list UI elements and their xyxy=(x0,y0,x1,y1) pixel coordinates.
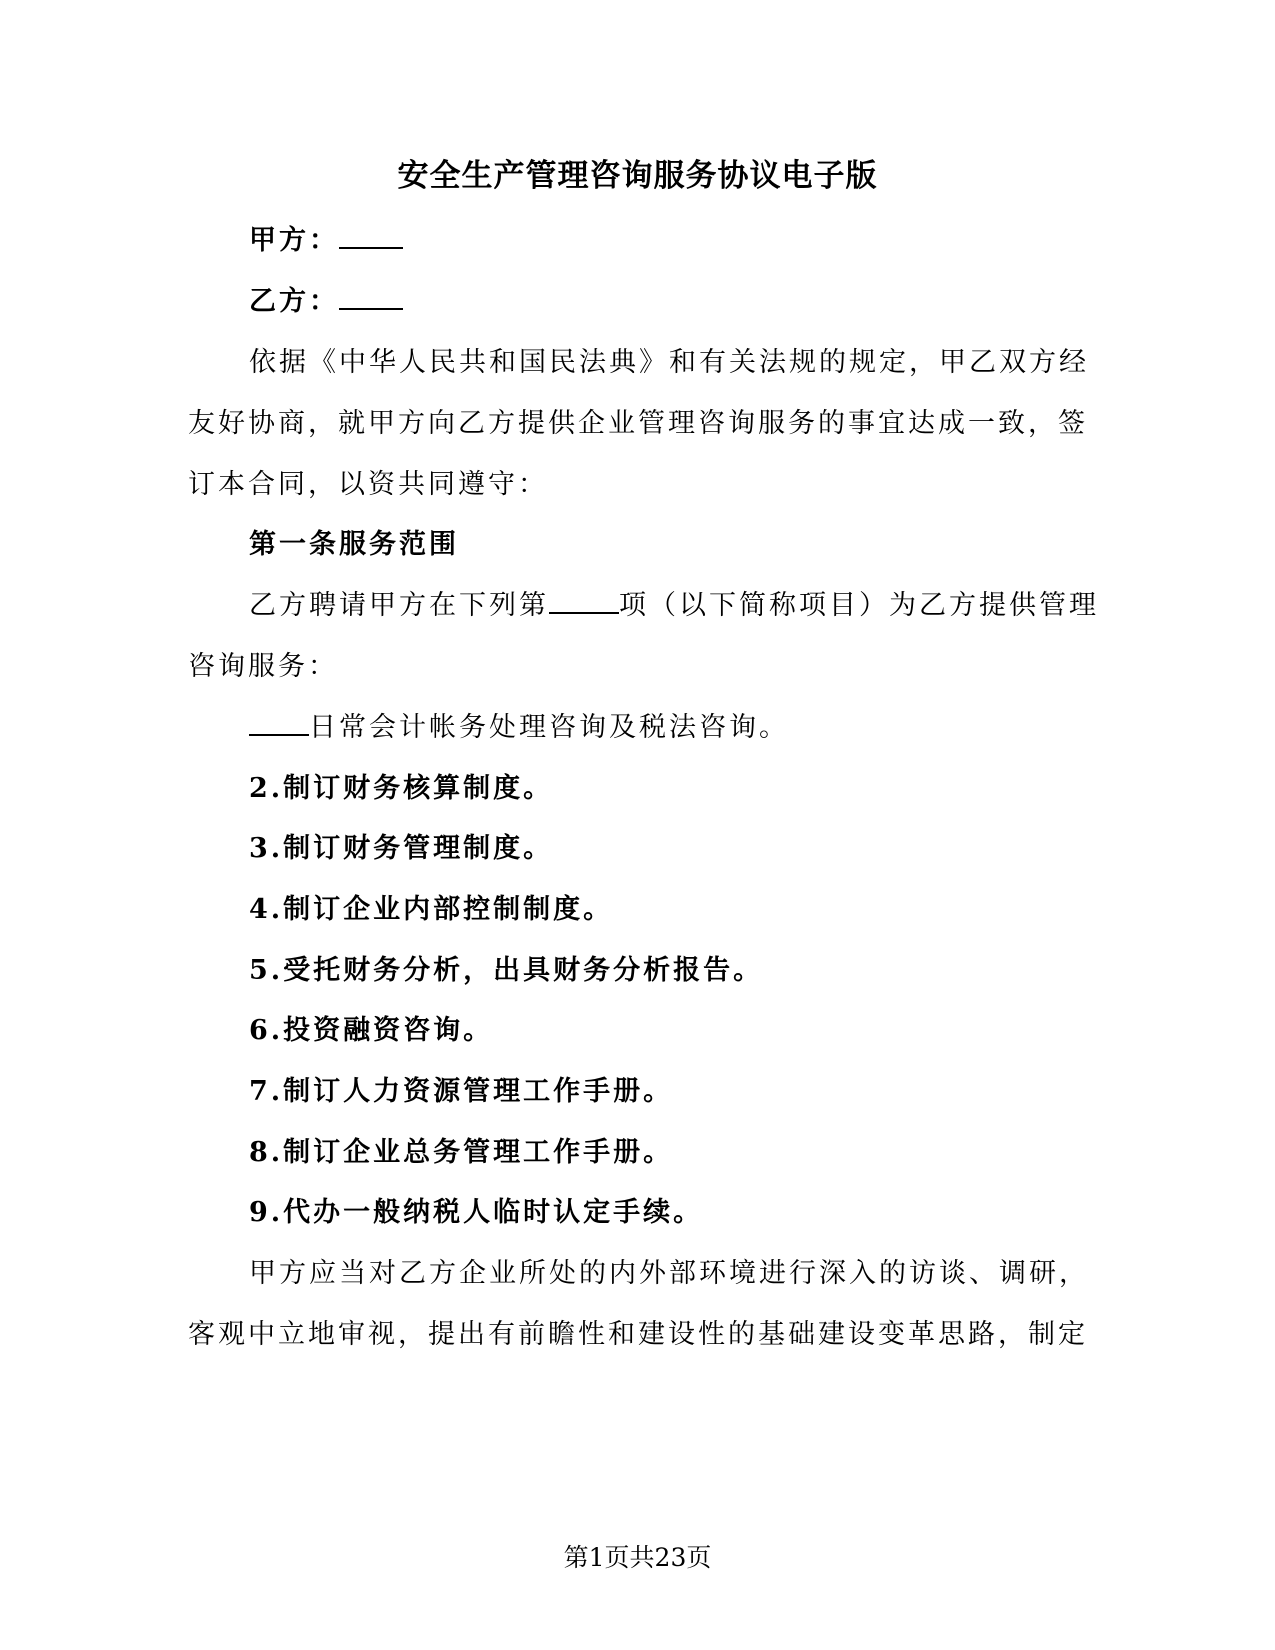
article-1-heading: 第一条服务范围 xyxy=(249,529,459,560)
closing-line-1: 甲方应当对乙方企业所处的内外部环境进行深入的访谈、调研， xyxy=(249,1258,1089,1289)
closing-line-2: 客观中立地审视，提出有前瞻性和建设性的基础建设变革思路，制定 xyxy=(188,1319,1088,1350)
list-item: 7.制订人力资源管理工作手册。 xyxy=(249,1076,674,1107)
party-b-label: 乙方： xyxy=(249,286,339,317)
list-item-1 xyxy=(249,705,789,744)
intro-line-1: 依据《中华人民共和国民法典》和有关法规的规定，甲乙双方经 xyxy=(249,347,1089,378)
document-title: 安全生产管理咨询服务协议电子版 xyxy=(397,158,878,194)
item-1-text: 日常会计帐务处理咨询及税法咨询。 xyxy=(309,712,789,743)
scope-item-blank xyxy=(549,611,619,614)
intro-line-2: 友好协商，就甲方向乙方提供企业管理咨询服务的事宜达成一致，签 xyxy=(188,408,1088,439)
list-item: 8.制订企业总务管理工作手册。 xyxy=(249,1137,674,1168)
scope-line-1 xyxy=(249,583,1099,622)
list-item: 3.制订财务管理制度。 xyxy=(249,833,554,864)
intro-line-3: 订本合同，以资共同遵守： xyxy=(188,469,548,500)
page-indicator: 第1页共23页 xyxy=(563,1543,712,1572)
scope-line-1-before: 乙方聘请甲方在下列第 xyxy=(249,590,549,621)
item-1-blank xyxy=(249,733,309,736)
party-a-blank xyxy=(339,246,403,249)
list-item: 5.受托财务分析，出具财务分析报告。 xyxy=(249,955,764,986)
scope-line-1-after: 项（以下简称项目）为乙方提供管理 xyxy=(619,590,1099,621)
party-b-line xyxy=(249,279,403,318)
party-a-line xyxy=(249,218,403,257)
list-item: 4.制订企业内部控制制度。 xyxy=(249,894,614,925)
party-a-label: 甲方： xyxy=(249,225,339,256)
scope-line-2: 咨询服务： xyxy=(188,651,338,682)
list-item: 6.投资融资咨询。 xyxy=(249,1015,494,1046)
list-item: 9.代办一般纳税人临时认定手续。 xyxy=(249,1197,704,1228)
list-item: 2.制订财务核算制度。 xyxy=(249,773,554,804)
party-b-blank xyxy=(339,307,403,310)
